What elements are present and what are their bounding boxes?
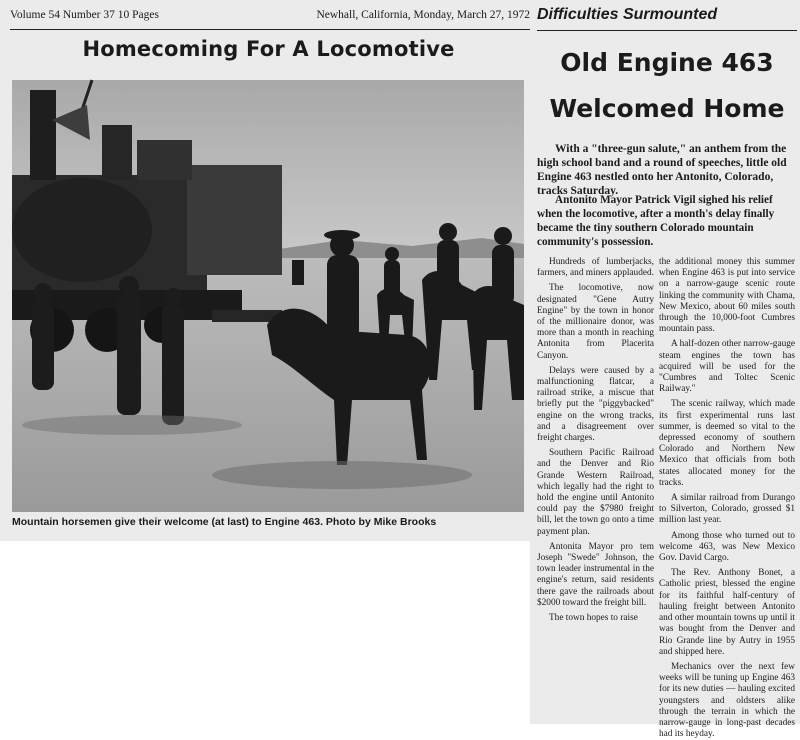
paragraph: A similar railroad from Durango to Silverton, Colorado, grossed $1 million last year. xyxy=(659,493,795,526)
paragraph: The locomotive, now designated "Gene Autry Engine" by the town in honor of the millionaire donor, was more than a month in reaching Antonita from Placerita Canyon. xyxy=(537,283,654,361)
article-lead: Antonito Mayor Patrick Vigil sighed his relief when the locomotive, after a month's delay finally became the tiny southern Colorado mountain community's possession. xyxy=(537,194,775,248)
section-title: Difficulties Surmounted xyxy=(537,6,718,23)
paragraph: Southern Pacific Railroad and the Denver and Rio Grande Western Railroad, which legally had the right to hold the engine until Antonito could pay the $7980 freight bill, let the town go onto a time payment plan. xyxy=(537,448,654,537)
paragraph: The scenic railway, which made its first experimental runs last summer, is deemed so vital to the depressed economy of southern Colorado and Northern New Mexico that officials from both states allocated money for the tracks. xyxy=(659,399,795,488)
masthead-volume: Volume 54 Number 37 10 Pages xyxy=(10,9,159,21)
headline-line-1: Old Engine 463 xyxy=(560,48,774,77)
masthead-dateline: Newhall, California, Monday, March 27, 1972 xyxy=(316,9,530,21)
article-dek: With a "three-gun salute," an anthem from the high school band and a round of speeches, little old Engine 463 nestled onto her Antonito, Colorado, tracks Saturday. xyxy=(537,143,787,197)
article-column-right xyxy=(659,257,795,740)
paragraph: Antonita Mayor pro tem Joseph "Swede" Johnson, the town leader instrumental in the engine's return, said residents there gave the railroads about $2000 toward the freight bill. xyxy=(537,541,654,608)
masthead xyxy=(10,9,530,21)
paragraph: Hundreds of lumberjacks, farmers, and miners applauded. xyxy=(537,257,654,279)
photo-headline: Homecoming For A Locomotive xyxy=(82,37,455,61)
paragraph: A half-dozen other narrow-gauge steam engines the town has acquired will be used for the "Cumbres and Toltec Scenic Railway." xyxy=(659,339,795,395)
section-rule xyxy=(537,30,797,31)
paragraph: The Rev. Anthony Bonet, a Catholic priest, blessed the engine for its faithful half-century of hauling freight between Antonito and other mountain towns up until it was bought from the Denver and Rio Grande line by Autry in 1955 and shipped here. xyxy=(659,568,795,657)
paragraph: Mechanics over the next few weeks will be tuning up Engine 463 for its new duties — hauling excited youngsters and oldsters alike through the terrain in which the narrow-gauge in long-past decades had its heyday. xyxy=(659,661,795,740)
article-headline xyxy=(537,40,797,132)
paragraph: Delays were caused by a malfunctioning flatcar, a railroad strike, a miscue that briefly put the "piggybacked" engine on the wrong tracks, and a disagreement over freight charges. xyxy=(537,365,654,444)
headline-line-2: Welcomed Home xyxy=(549,94,785,123)
photo-illustration xyxy=(12,80,524,512)
article-column-left xyxy=(537,257,654,624)
news-photo xyxy=(12,80,524,512)
photo-caption: Mountain horsemen give their welcome (at last) to Engine 463. Photo by Mike Brooks xyxy=(12,516,437,528)
masthead-rule xyxy=(10,29,530,30)
paragraph: The town hopes to raise xyxy=(549,613,638,624)
paragraph: Among those who turned out to welcome 463, was New Mexico Gov. David Cargo. xyxy=(659,530,795,564)
paragraph: the additional money this summer when Engine 463 is put into service on a narrow-gauge scenic route linking the community with Chama, New Mexico, about 60 miles south through the 10,000-foot Cumbres mountain pass. xyxy=(659,257,795,335)
